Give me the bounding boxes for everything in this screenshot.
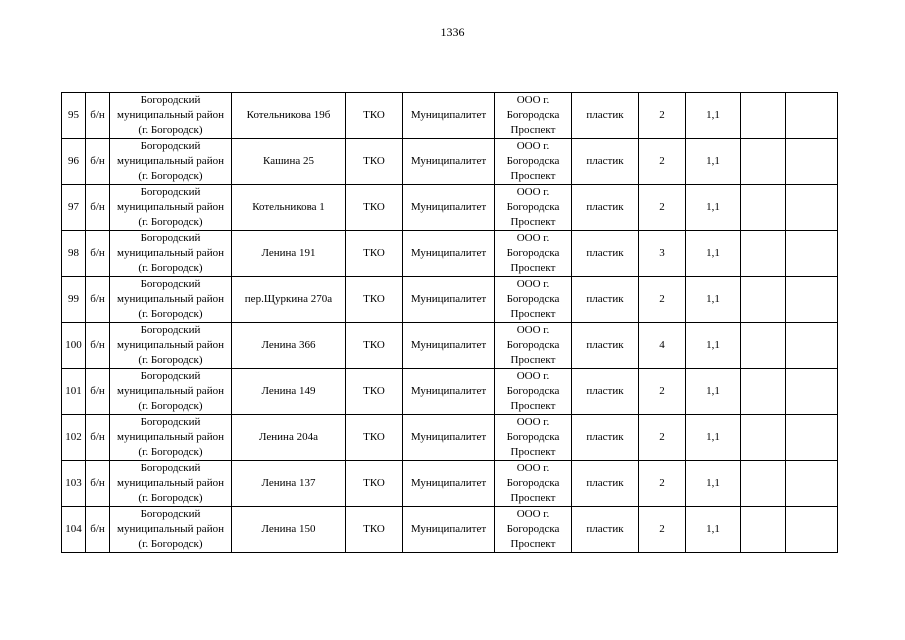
operator-cell-line: ООО г.: [516, 324, 550, 336]
material-cell: пластик: [572, 415, 639, 461]
waste-type-cell: ТКО: [346, 369, 403, 415]
row-number-cell: 104: [62, 507, 86, 553]
volume-cell: 1,1: [686, 323, 741, 369]
district-cell-line: муниципальный район: [117, 247, 224, 259]
empty-cell: [786, 461, 838, 507]
operator-cell-line: Богородска: [506, 201, 560, 213]
address-cell: Ленина 150: [232, 507, 346, 553]
empty-cell: [786, 323, 838, 369]
volume-cell: 1,1: [686, 461, 741, 507]
district-cell: [110, 277, 232, 323]
material-cell: пластик: [572, 139, 639, 185]
district-cell: [110, 139, 232, 185]
waste-type-cell: ТКО: [346, 231, 403, 277]
district-cell-line: (г. Богородск): [138, 446, 203, 458]
district-cell-line: Богородский: [140, 508, 201, 520]
material-cell: пластик: [572, 185, 639, 231]
operator-cell-line: Богородска: [506, 109, 560, 121]
material-cell: пластик: [572, 461, 639, 507]
waste-type-cell: ТКО: [346, 415, 403, 461]
operator-cell-line: Проспект: [510, 216, 556, 228]
operator-cell: [495, 277, 572, 323]
operator-cell-line: ООО г.: [516, 140, 550, 152]
operator-cell-line: Проспект: [510, 446, 556, 458]
operator-cell: [495, 185, 572, 231]
operator-cell-line: Богородска: [506, 247, 560, 259]
material-cell: пластик: [572, 323, 639, 369]
empty-cell: [786, 277, 838, 323]
waste-type-cell: ТКО: [346, 461, 403, 507]
operator-cell: [495, 139, 572, 185]
material-cell: пластик: [572, 231, 639, 277]
district-cell-line: муниципальный район: [117, 109, 224, 121]
row-number-cell: 98: [62, 231, 86, 277]
address-cell: Котельникова 1: [232, 185, 346, 231]
empty-cell: [741, 461, 786, 507]
district-cell: [110, 93, 232, 139]
district-cell-line: Богородский: [140, 324, 201, 336]
page-number: 1336: [440, 25, 465, 39]
container-count-cell: 2: [639, 461, 686, 507]
address-cell: Ленина 191: [232, 231, 346, 277]
operator-cell-line: ООО г.: [516, 278, 550, 290]
waste-type-cell: ТКО: [346, 323, 403, 369]
registry-table: [61, 92, 838, 553]
empty-cell: [741, 139, 786, 185]
operator-cell-line: ООО г.: [516, 416, 550, 428]
district-cell-line: муниципальный район: [117, 201, 224, 213]
row-number-cell: 99: [62, 277, 86, 323]
operator-cell-line: Богородска: [506, 523, 560, 535]
waste-type-cell: ТКО: [346, 93, 403, 139]
material-cell: пластик: [572, 277, 639, 323]
district-cell-line: (г. Богородск): [138, 538, 203, 550]
district-cell-line: Богородский: [140, 416, 201, 428]
district-cell-line: (г. Богородск): [138, 492, 203, 504]
table-row: [62, 139, 838, 185]
district-cell-line: (г. Богородск): [138, 400, 203, 412]
empty-cell: [786, 185, 838, 231]
district-cell: [110, 507, 232, 553]
empty-cell: [786, 415, 838, 461]
volume-cell: 1,1: [686, 93, 741, 139]
empty-cell: [786, 139, 838, 185]
district-cell-line: (г. Богородск): [138, 354, 203, 366]
operator-cell: [495, 369, 572, 415]
address-cell: Ленина 137: [232, 461, 346, 507]
owner-cell: Муниципалитет: [403, 461, 495, 507]
row-number-cell: 100: [62, 323, 86, 369]
owner-cell: Муниципалитет: [403, 369, 495, 415]
district-cell-line: муниципальный район: [117, 431, 224, 443]
district-cell-line: (г. Богородск): [138, 262, 203, 274]
empty-cell: [786, 369, 838, 415]
operator-cell: [495, 323, 572, 369]
bn-cell: б/н: [86, 93, 110, 139]
district-cell: [110, 323, 232, 369]
operator-cell-line: ООО г.: [516, 94, 550, 106]
address-cell: пер.Щуркина 270а: [232, 277, 346, 323]
district-cell-line: муниципальный район: [117, 293, 224, 305]
table-row: [62, 231, 838, 277]
district-cell-line: Богородский: [140, 232, 201, 244]
address-cell: Ленина 366: [232, 323, 346, 369]
district-cell: [110, 415, 232, 461]
operator-cell: [495, 231, 572, 277]
address-cell: Ленина 204а: [232, 415, 346, 461]
waste-type-cell: ТКО: [346, 507, 403, 553]
empty-cell: [741, 93, 786, 139]
district-cell: [110, 461, 232, 507]
bn-cell: б/н: [86, 139, 110, 185]
container-count-cell: 3: [639, 231, 686, 277]
owner-cell: Муниципалитет: [403, 507, 495, 553]
district-cell: [110, 231, 232, 277]
empty-cell: [741, 369, 786, 415]
operator-cell-line: Проспект: [510, 262, 556, 274]
table-row: [62, 369, 838, 415]
operator-cell-line: Проспект: [510, 538, 556, 550]
row-number-cell: 95: [62, 93, 86, 139]
table-row: [62, 461, 838, 507]
empty-cell: [786, 507, 838, 553]
container-count-cell: 2: [639, 369, 686, 415]
row-number-cell: 101: [62, 369, 86, 415]
volume-cell: 1,1: [686, 185, 741, 231]
owner-cell: Муниципалитет: [403, 415, 495, 461]
address-cell: Кашина 25: [232, 139, 346, 185]
volume-cell: 1,1: [686, 369, 741, 415]
operator-cell-line: Богородска: [506, 431, 560, 443]
district-cell-line: Богородский: [140, 94, 201, 106]
material-cell: пластик: [572, 507, 639, 553]
address-cell: Котельникова 19б: [232, 93, 346, 139]
district-cell-line: Богородский: [140, 370, 201, 382]
district-cell-line: муниципальный район: [117, 339, 224, 351]
owner-cell: Муниципалитет: [403, 185, 495, 231]
waste-type-cell: ТКО: [346, 185, 403, 231]
operator-cell-line: ООО г.: [516, 370, 550, 382]
empty-cell: [741, 231, 786, 277]
owner-cell: Муниципалитет: [403, 323, 495, 369]
row-number-cell: 96: [62, 139, 86, 185]
bn-cell: б/н: [86, 277, 110, 323]
operator-cell: [495, 415, 572, 461]
owner-cell: Муниципалитет: [403, 231, 495, 277]
owner-cell: Муниципалитет: [403, 277, 495, 323]
district-cell-line: муниципальный район: [117, 477, 224, 489]
bn-cell: б/н: [86, 185, 110, 231]
waste-type-cell: ТКО: [346, 277, 403, 323]
district-cell-line: (г. Богородск): [138, 308, 203, 320]
volume-cell: 1,1: [686, 139, 741, 185]
district-cell-line: Богородский: [140, 140, 201, 152]
operator-cell-line: Проспект: [510, 354, 556, 366]
bn-cell: б/н: [86, 323, 110, 369]
row-number-cell: 97: [62, 185, 86, 231]
table-row: [62, 507, 838, 553]
district-cell-line: Богородский: [140, 186, 201, 198]
operator-cell-line: Богородска: [506, 339, 560, 351]
district-cell-line: муниципальный район: [117, 155, 224, 167]
volume-cell: 1,1: [686, 277, 741, 323]
table-row: [62, 185, 838, 231]
empty-cell: [741, 415, 786, 461]
volume-cell: 1,1: [686, 231, 741, 277]
district-cell-line: Богородский: [140, 462, 201, 474]
district-cell-line: муниципальный район: [117, 385, 224, 397]
row-number-cell: 102: [62, 415, 86, 461]
district-cell: [110, 185, 232, 231]
district-cell-line: (г. Богородск): [138, 170, 203, 182]
container-count-cell: 2: [639, 139, 686, 185]
bn-cell: б/н: [86, 507, 110, 553]
material-cell: пластик: [572, 369, 639, 415]
container-count-cell: 2: [639, 185, 686, 231]
address-cell: Ленина 149: [232, 369, 346, 415]
operator-cell-line: Богородска: [506, 385, 560, 397]
operator-cell-line: ООО г.: [516, 508, 550, 520]
operator-cell-line: ООО г.: [516, 186, 550, 198]
operator-cell-line: Проспект: [510, 170, 556, 182]
container-count-cell: 2: [639, 415, 686, 461]
empty-cell: [741, 507, 786, 553]
row-number-cell: 103: [62, 461, 86, 507]
district-cell-line: Богородский: [140, 278, 201, 290]
registry-body: [62, 93, 838, 553]
district-cell-line: (г. Богородск): [138, 124, 203, 136]
operator-cell-line: Богородска: [506, 155, 560, 167]
district-cell-line: (г. Богородск): [138, 216, 203, 228]
operator-cell-line: Проспект: [510, 492, 556, 504]
operator-cell: [495, 93, 572, 139]
table-row: [62, 415, 838, 461]
empty-cell: [741, 185, 786, 231]
operator-cell-line: Проспект: [510, 400, 556, 412]
table-row: [62, 93, 838, 139]
material-cell: пластик: [572, 93, 639, 139]
table-row: [62, 323, 838, 369]
waste-type-cell: ТКО: [346, 139, 403, 185]
bn-cell: б/н: [86, 415, 110, 461]
container-count-cell: 4: [639, 323, 686, 369]
operator-cell-line: Проспект: [510, 124, 556, 136]
operator-cell: [495, 461, 572, 507]
operator-cell-line: Богородска: [506, 293, 560, 305]
container-count-cell: 2: [639, 93, 686, 139]
bn-cell: б/н: [86, 461, 110, 507]
container-count-cell: 2: [639, 277, 686, 323]
empty-cell: [741, 277, 786, 323]
container-count-cell: 2: [639, 507, 686, 553]
owner-cell: Муниципалитет: [403, 139, 495, 185]
empty-cell: [741, 323, 786, 369]
volume-cell: 1,1: [686, 507, 741, 553]
volume-cell: 1,1: [686, 415, 741, 461]
district-cell-line: муниципальный район: [117, 523, 224, 535]
operator-cell-line: ООО г.: [516, 462, 550, 474]
operator-cell-line: ООО г.: [516, 232, 550, 244]
bn-cell: б/н: [86, 369, 110, 415]
operator-cell-line: Богородска: [506, 477, 560, 489]
operator-cell: [495, 507, 572, 553]
empty-cell: [786, 93, 838, 139]
operator-cell-line: Проспект: [510, 308, 556, 320]
district-cell: [110, 369, 232, 415]
bn-cell: б/н: [86, 231, 110, 277]
empty-cell: [786, 231, 838, 277]
table-row: [62, 277, 838, 323]
owner-cell: Муниципалитет: [403, 93, 495, 139]
